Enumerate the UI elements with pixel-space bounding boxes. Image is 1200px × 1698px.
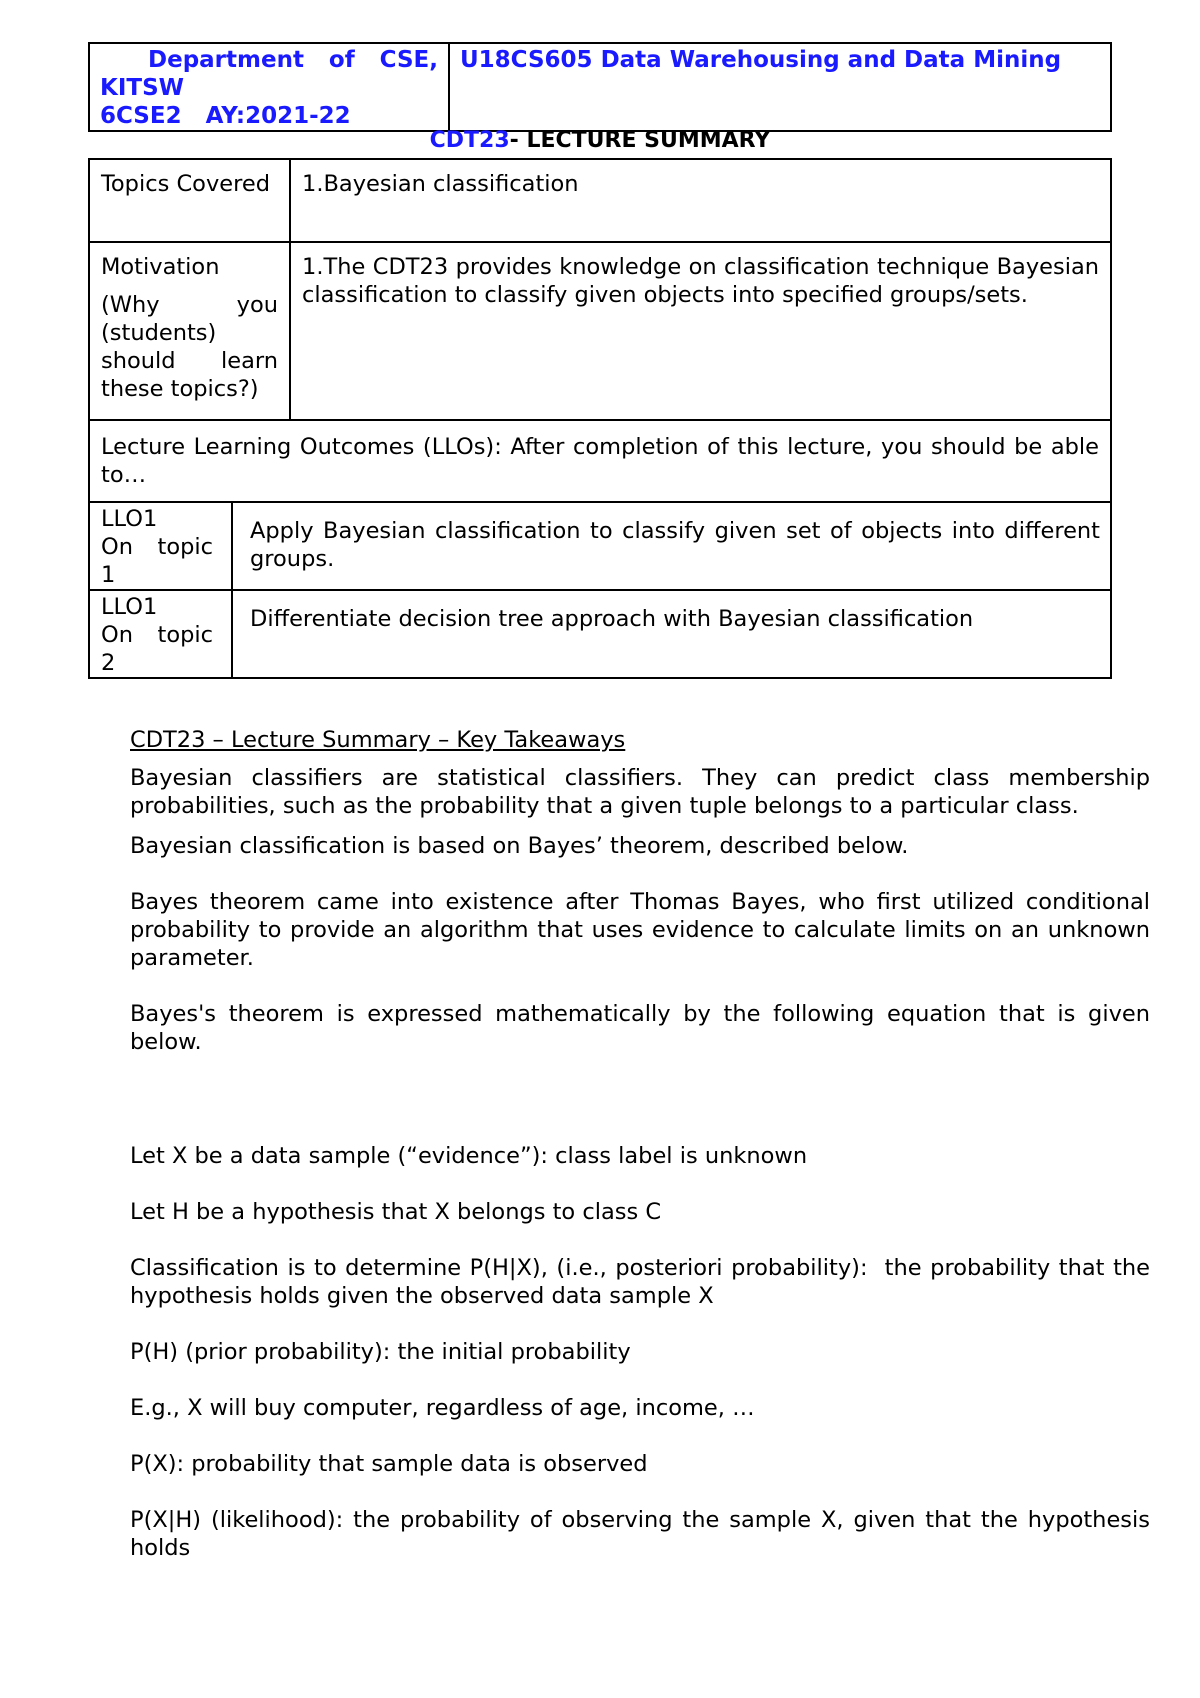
paragraph: Let X be a data sample (“evidence”): class label is unknown: [130, 1143, 808, 1169]
llo-topic: On topic 2: [101, 622, 213, 676]
paragraph: P(X|H) (likelihood): the probability of observing the sample X, given that the hypothesis holds: [130, 1507, 1150, 1561]
key-takeaways: [130, 726, 1158, 1562]
llo-id: LLO1: [101, 506, 158, 532]
llo1-text: Apply Bayesian classification to classify given set of objects into different groups.: [232, 502, 1111, 590]
course-title: U18CS605 Data Warehousing and Data Mining: [449, 43, 1111, 131]
paragraph: Bayes theorem came into existence after Thomas Bayes, who first utilized conditional probability to provide an algorithm that uses evidence to calculate limits on an unknown parameter.: [130, 889, 1150, 971]
topics-label: Topics Covered: [89, 159, 290, 242]
paragraph: Let H be a hypothesis that X belongs to class C: [130, 1199, 662, 1225]
llo2-label: [89, 590, 232, 678]
llo-topic: On topic 1: [101, 534, 213, 588]
llo-heading: Lecture Learning Outcomes (LLOs): After completion of this lecture, you should be able to…: [89, 420, 1111, 502]
paragraph: Bayesian classifiers are statistical classifiers. They can predict class membership probabilities, such as the probability that a given tuple belongs to a particular class.: [130, 765, 1150, 819]
llo2-text: Differentiate decision tree approach with Bayesian classification: [232, 590, 1111, 678]
page-title: [0, 128, 1200, 153]
takeaways-heading: CDT23 – Lecture Summary – Key Takeaways: [130, 727, 626, 753]
motivation-question: (Why you (students) should learn these topics?): [101, 292, 278, 402]
llo1-label: [89, 502, 232, 590]
paragraph: Bayesian classification is based on Bayes’ theorem, described below.: [130, 833, 909, 859]
class-year: 6CSE2 AY:2021-22: [100, 103, 351, 129]
department-name: Department of CSE,: [148, 47, 438, 73]
llo-table: [88, 501, 1112, 679]
paragraph: P(H) (prior probability): the initial probability: [130, 1339, 631, 1365]
topics-value: 1.Bayesian classification: [290, 159, 1111, 242]
paragraph: Bayes's theorem is expressed mathematically by the following equation that is given below.: [130, 1001, 1150, 1055]
paragraph: P(X): probability that sample data is observed: [130, 1451, 648, 1477]
paragraph: Classification is to determine P(H|X), (i.e., posteriori probability): the probability that the hypothesis holds given the observed data sample X: [130, 1255, 1158, 1309]
llo-id: LLO1: [101, 594, 158, 620]
paragraph: E.g., X will buy computer, regardless of age, income, …: [130, 1395, 755, 1421]
institute-name: KITSW: [100, 75, 185, 101]
title-code: CDT23: [429, 128, 510, 153]
header-table: [88, 42, 1112, 132]
department-cell: [89, 43, 449, 131]
summary-table: [88, 158, 1112, 503]
motivation-label: Motivation: [101, 254, 220, 280]
motivation-value: 1.The CDT23 provides knowledge on classification technique Bayesian classification to classify given objects into specified groups/sets.: [290, 242, 1111, 420]
title-text: - LECTURE SUMMARY: [509, 128, 771, 153]
motivation-label-cell: [89, 242, 290, 420]
